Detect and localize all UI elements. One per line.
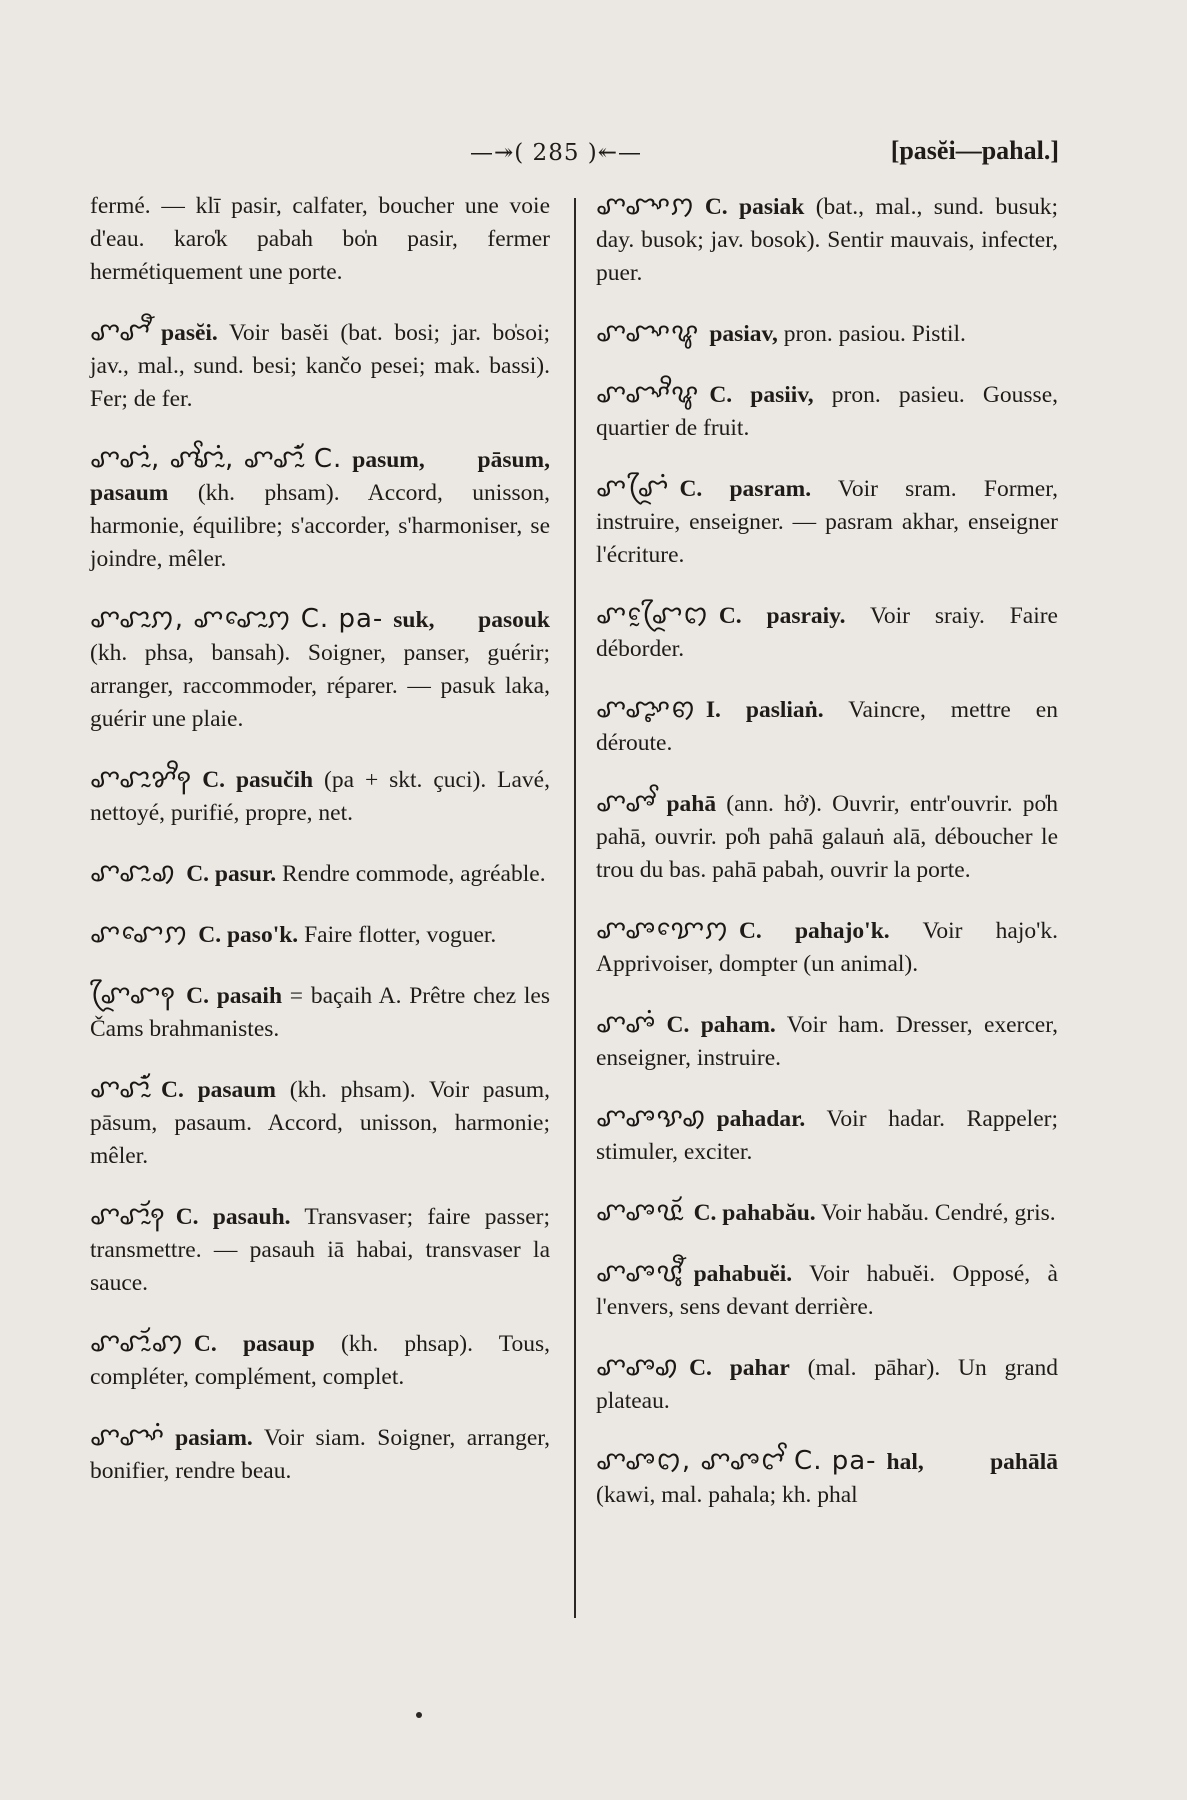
dictionary-entry — [90, 316, 550, 416]
cham-script: ꨚꨧꨬ — [90, 317, 151, 347]
entry-headword: I. pasliaṅ. — [705, 697, 824, 723]
entry-definition: Voir sram. Former, instruire, enseigner. — pasram akhar, enseigner l'écriture. — [596, 476, 1058, 568]
entry-headword: pasiam. — [175, 1425, 253, 1451]
column-divider — [574, 198, 576, 1618]
dictionary-entry — [90, 603, 550, 736]
entry-definition: Faire flotter, voguer. — [304, 922, 497, 948]
entry-definition: (ann. hở). Ouvrir, entr'ouvrir. po̍h pahā, ouvrir. po̍h pahā galauṅ alā, déboucher le trou du bas. pahā pabah, ouvrir la porte. — [596, 791, 1059, 883]
entry-definition: (kh. phsam). Voir pasum, pāsum, pasaum. Accord, unisson, harmonie; mêler. — [90, 1077, 550, 1169]
entry-headword: pasum, pāsum, pasaum — [90, 447, 550, 506]
dictionary-entry — [596, 1102, 1058, 1169]
entry-definition: Rendre commode, agréable. — [281, 861, 546, 887]
entry-definition: fermé. — klī pasir, calfater, boucher une voie d'eau. karo̍k pabah bo̍n pasir, fermer hermétiquement une porte. — [90, 193, 550, 285]
entry-headword: C. pasaup — [193, 1331, 315, 1357]
entry-headword: C. pasraiy. — [718, 603, 846, 629]
dictionary-entry — [596, 1257, 1058, 1324]
entry-definition: Voir siam. Soigner, arranger, bonifier, rendre beau. — [90, 1425, 551, 1484]
entry-definition: Voir hajo'k. Apprivoiser, dompter (un animal). — [596, 918, 1058, 977]
cham-script: ꨚꨨꨢꨯꩀ — [596, 915, 729, 945]
entry-definition: Transvaser; faire passer; transmettre. — pasauh iā habai, transvaser la sauce. — [90, 1204, 550, 1296]
entry-definition: (kawi, mal. pahala; kh. phal — [596, 1482, 858, 1508]
dictionary-entry — [90, 857, 550, 891]
entry-headword: pasĕi. — [161, 320, 218, 346]
dictionary-entry — [90, 763, 550, 830]
entry-headword: C. paso'k. — [198, 922, 299, 948]
dictionary-entry — [596, 1196, 1058, 1230]
cham-script: ꨚꨨꩌ — [596, 1009, 657, 1039]
entry-headword: hal, pahālā — [886, 1449, 1058, 1475]
running-head: [pasĕi—pahal.] — [890, 136, 1059, 165]
cham-script: ꨚꨨꩊ, ꨚꨨꨤꨩ C. pa- — [596, 1446, 877, 1476]
dictionary-entry — [90, 1421, 550, 1488]
dictionary-entry — [90, 190, 550, 289]
entry-headword: C. pahar — [689, 1355, 790, 1381]
cham-script: ꨚꨧꨮꨭꩍ — [90, 1201, 166, 1231]
entry-headword: C. pasiiv, — [709, 382, 814, 408]
entry-headword: pahadar. — [716, 1106, 806, 1132]
cham-script: ꨚꨧꨴꩌ — [596, 473, 670, 503]
cham-script: ꨚꨧꨮꨭꩌ — [90, 1074, 151, 1104]
page-number: —↠( 285 )↞— — [470, 140, 643, 166]
dictionary-entry — [596, 378, 1058, 445]
entry-definition: Voir hadar. Rappeler; stimuler, exciter. — [596, 1106, 1058, 1165]
cham-script: ꨚꨧꨮꨭꩇ — [90, 1328, 184, 1358]
cham-script: ꨚꨧꨳꨪꨥ — [596, 379, 700, 409]
entry-headword: pahabuĕi. — [693, 1261, 793, 1287]
dictionary-entry — [596, 190, 1058, 290]
entry-headword: C. pahabău. — [693, 1200, 816, 1226]
cham-script: ꨚꨨꩉ — [596, 1352, 680, 1382]
entry-definition: Voir basĕi (bat. bosi; jar. bo̍soi; jav., mal., sund. besi; kančo pesei; mak. bassi). Fer; de fer. — [90, 320, 551, 412]
entry-headword: C. pasur. — [186, 861, 277, 887]
entry-definition: (kh. phsam). Accord, unisson, harmonie, équilibre; s'accorder, s'harmoniser, se joindre, mêler. — [90, 480, 550, 572]
left-column — [90, 190, 550, 1515]
page-header — [0, 132, 1187, 176]
entry-headword: C. pasaih — [186, 983, 283, 1009]
cham-script: ꨚꨧꨭꨌꨪꩍ — [90, 764, 193, 794]
dictionary-entry — [596, 1445, 1058, 1512]
cham-script: ꨚꨧꨳꩌ — [90, 1422, 166, 1452]
entry-headword: C. pasram. — [679, 476, 812, 502]
entry-headword: C. pasaum — [161, 1077, 276, 1103]
entry-headword: pahā — [666, 791, 717, 817]
entry-definition: (mal. pāhar). Un grand plateau. — [596, 1355, 1059, 1414]
entry-definition: Voir habău. Cendré, gris. — [821, 1200, 1056, 1226]
dictionary-entry — [90, 443, 550, 576]
dictionary-entry — [90, 1327, 550, 1394]
entry-definition: Voir ham. Dresser, exercer, enseigner, instruire. — [596, 1012, 1059, 1071]
entry-headword: pasiav, — [709, 321, 778, 347]
cham-script: ꨚꨨꨝꨶꨬ — [596, 1258, 684, 1288]
entry-headword: C. pasiak — [704, 194, 805, 220]
entry-headword: C. pasučih — [202, 767, 314, 793]
dictionary-entry — [596, 472, 1058, 572]
entry-definition: = baçaih A. Prêtre chez les Čams brahmanistes. — [90, 983, 550, 1042]
dictionary-entry — [596, 914, 1058, 981]
cham-script: ꨚꨧꨵꨳꩅ — [596, 694, 696, 724]
entry-definition: (kh. phsa, bansah). Soigner, panser, guérir; arranger, raccommoder, réparer. — pasuk laka, guérir une plaie. — [90, 640, 550, 732]
cham-script: ꨚꨨꨕꩉ — [596, 1103, 707, 1133]
right-column — [596, 190, 1058, 1539]
page-dot — [416, 1712, 422, 1718]
dictionary-entry — [596, 1008, 1058, 1075]
dictionary-entry — [596, 317, 1058, 351]
entry-headword: suk, pasouk — [393, 607, 550, 633]
entry-definition: (pa + skt. çuci). Lavé, nettoyé, purifié, propre, net. — [90, 767, 550, 826]
dictionary-entry — [90, 1073, 550, 1173]
dictionary-entry — [90, 1200, 550, 1300]
cham-script: ꨚꨨꨩ — [596, 788, 657, 818]
entry-definition: pron. pasiou. Pistil. — [783, 321, 966, 347]
cham-script: ꨚꨧꨭꩌ, ꨚꨩꨧꨭꩌ, ꨚꨧꨮꨭꩌ C. — [90, 444, 343, 474]
entry-definition: Voir sraiy. Faire déborder. — [596, 603, 1058, 662]
cham-script: ꨚꨧꨳꨥ — [596, 318, 700, 348]
dictionary-entry — [90, 918, 550, 952]
entry-definition: pron. pasieu. Gousse, quartier de fruit. — [596, 382, 1058, 441]
cham-script: ꨚꨧꨯꩀ — [90, 919, 189, 949]
dictionary-entry — [596, 1351, 1058, 1418]
entry-definition: Vaincre, mettre en déroute. — [596, 697, 1058, 756]
cham-script: ꨚꨧꨭꩀ, ꨚꨧꨯꨭꩀ C. pa- — [90, 604, 384, 634]
cham-script: ꨚꨧꨴꨰꩊ — [596, 600, 709, 630]
entry-headword: C. paham. — [666, 1012, 776, 1038]
dictionary-entry — [596, 599, 1058, 666]
cham-script: ꨚꨨꨝꨮꨭ — [596, 1197, 684, 1227]
entry-definition: Voir habuĕi. Opposé, à l'envers, sens devant derrière. — [596, 1261, 1058, 1320]
dictionary-entry — [90, 979, 550, 1046]
cham-script: ꨚꨴꨧꩍ — [90, 980, 177, 1010]
cham-script: ꨚꨧꨳꩀ — [596, 191, 695, 221]
entry-headword: C. pasauh. — [175, 1204, 291, 1230]
entry-definition: (kh. phsap). Tous, compléter, complément, complet. — [90, 1331, 550, 1390]
entry-headword: C. pahajo'k. — [738, 918, 890, 944]
entry-definition: (bat., mal., sund. busuk; day. busok; jav. bosok). Sentir mauvais, infecter, puer. — [596, 194, 1058, 286]
dictionary-entry — [596, 693, 1058, 760]
cham-script: ꨚꨧꨭꩉ — [90, 858, 177, 888]
dictionary-entry — [596, 787, 1058, 887]
